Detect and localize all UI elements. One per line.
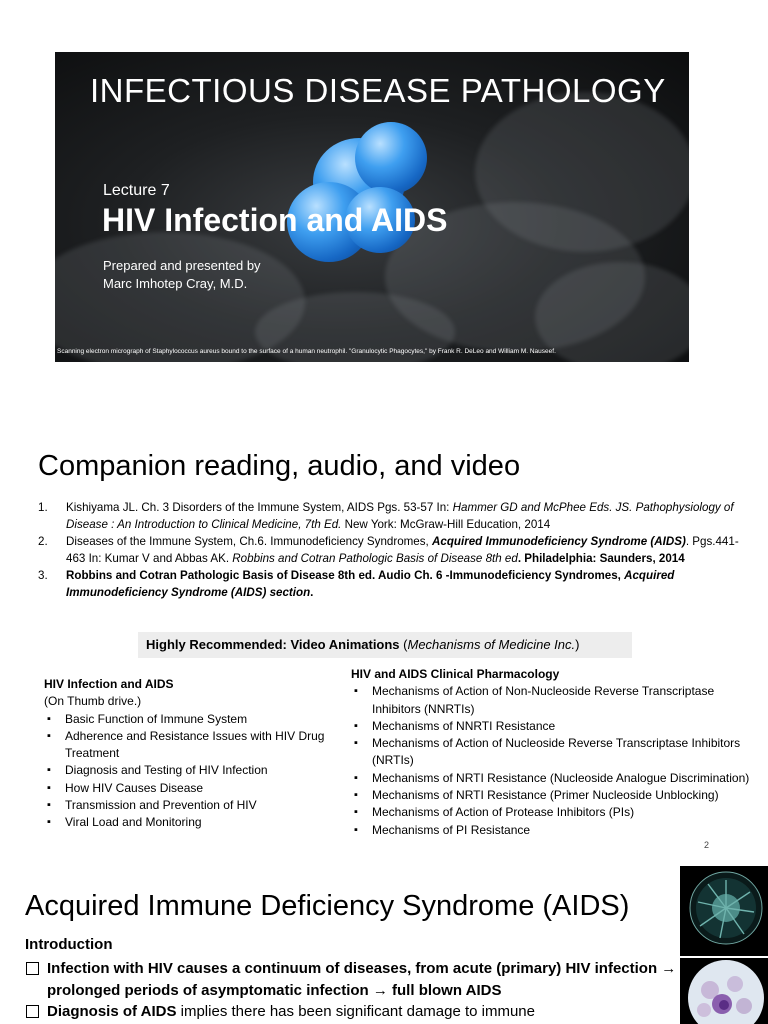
list-item: ▪ Mechanisms of Action of Protease Inhibitors (PIs) (351, 804, 751, 821)
page-number: 2 (704, 840, 710, 850)
section-heading: Introduction (25, 936, 113, 953)
companion-reading-title: Companion reading, audio, and video (38, 450, 521, 482)
virus-micrograph-image (680, 866, 768, 956)
list-item: ▪ Mechanisms of NRTI Resistance (Primer Nucleoside Unblocking) (351, 787, 751, 804)
reference-item: 3. Robbins and Cotran Pathologic Basis of Disease 8th ed. Audio Ch. 6 -Immunodeficiency Syndromes, Acquired Immunodeficiency Syndrome (AIDS) section. (38, 569, 675, 599)
list-item: ▪ Mechanisms of NRTI Resistance (Nucleoside Analogue Discrimination) (351, 770, 751, 787)
reference-list (38, 500, 758, 602)
list-item: ▪ Basic Function of Immune System (44, 711, 349, 728)
hiv-infection-video-list (44, 676, 349, 832)
list-item: ▪ Transmission and Prevention of HIV (44, 797, 349, 814)
reference-item: 1. Kishiyama JL. Ch. 3 Disorders of the Immune System, AIDS Pgs. 53-57 In: Hammer GD and McPhee Eds. JS. Pathophysiology of Disease : An Introduction to Clinical Medicine, 7th Ed. New York: McGraw-Hill Education, 2014 (38, 501, 734, 531)
intro-bullet-list (25, 958, 685, 1023)
recommended-banner: Highly Recommended: Video Animations (Mechanisms of Medicine Inc.) (138, 632, 632, 658)
list-item: ▪ Mechanisms of NNRTI Resistance (351, 718, 751, 735)
list-item: ▪ Adherence and Resistance Issues with HIV Drug Treatment (44, 728, 349, 763)
list-item: Infection with HIV causes a continuum of diseases, from acute (primary) HIV infection → prolonged periods of asymptomatic infection → full blown AIDS (25, 958, 685, 1001)
title-slide (55, 52, 689, 362)
presenter-line-1: Prepared and presented by (103, 258, 261, 273)
blood-smear-image (680, 958, 768, 1024)
list-item: ▪ Diagnosis and Testing of HIV Infection (44, 762, 349, 779)
reference-item: 2. Diseases of the Immune System, Ch.6. Immunodeficiency Syndromes, Acquired Immunodeficiency Syndrome (AIDS). Pgs.441-463 In: Kumar V and Abbas AK. Robbins and Cotran Pathologic Basis of Disease 8th ed. Philadelphia: Saunders, 2014 (38, 535, 739, 565)
left-list-subheading: (On Thumb drive.) (44, 694, 142, 709)
pharmacology-video-list (351, 666, 751, 839)
list-item: ▪ Mechanisms of Action of Nucleoside Reverse Transcriptase Inhibitors (NRTIs) (351, 735, 751, 770)
presenter-line-2: Marc Imhotep Cray, M.D. (103, 276, 248, 291)
right-list-heading: HIV and AIDS Clinical Pharmacology (351, 667, 560, 681)
list-item: ▪ How HIV Causes Disease (44, 780, 349, 797)
aids-slide-title: Acquired Immune Deficiency Syndrome (AIDS) (25, 890, 630, 922)
list-item: ▪ Mechanisms of PI Resistance (351, 822, 751, 839)
list-item: Diagnosis of AIDS implies there has been significant damage to immune (25, 1001, 685, 1023)
course-title: INFECTIOUS DISEASE PATHOLOGY (90, 72, 666, 109)
list-item: ▪ Viral Load and Monitoring (44, 814, 349, 831)
lecture-number: Lecture 7 (103, 182, 170, 199)
list-item: ▪ Mechanisms of Action of Non-Nucleoside Reverse Transcriptase Inhibitors (NNRTIs) (351, 683, 751, 718)
left-list-heading: HIV Infection and AIDS (44, 677, 174, 691)
image-caption: Scanning electron micrograph of Staphylococcus aureus bound to the surface of a human neutrophil. "Granulocytic Phagocytes," by Frank R. DeLeo and William M. Nauseef. (57, 348, 556, 355)
lecture-title: HIV Infection and AIDS (102, 202, 448, 238)
